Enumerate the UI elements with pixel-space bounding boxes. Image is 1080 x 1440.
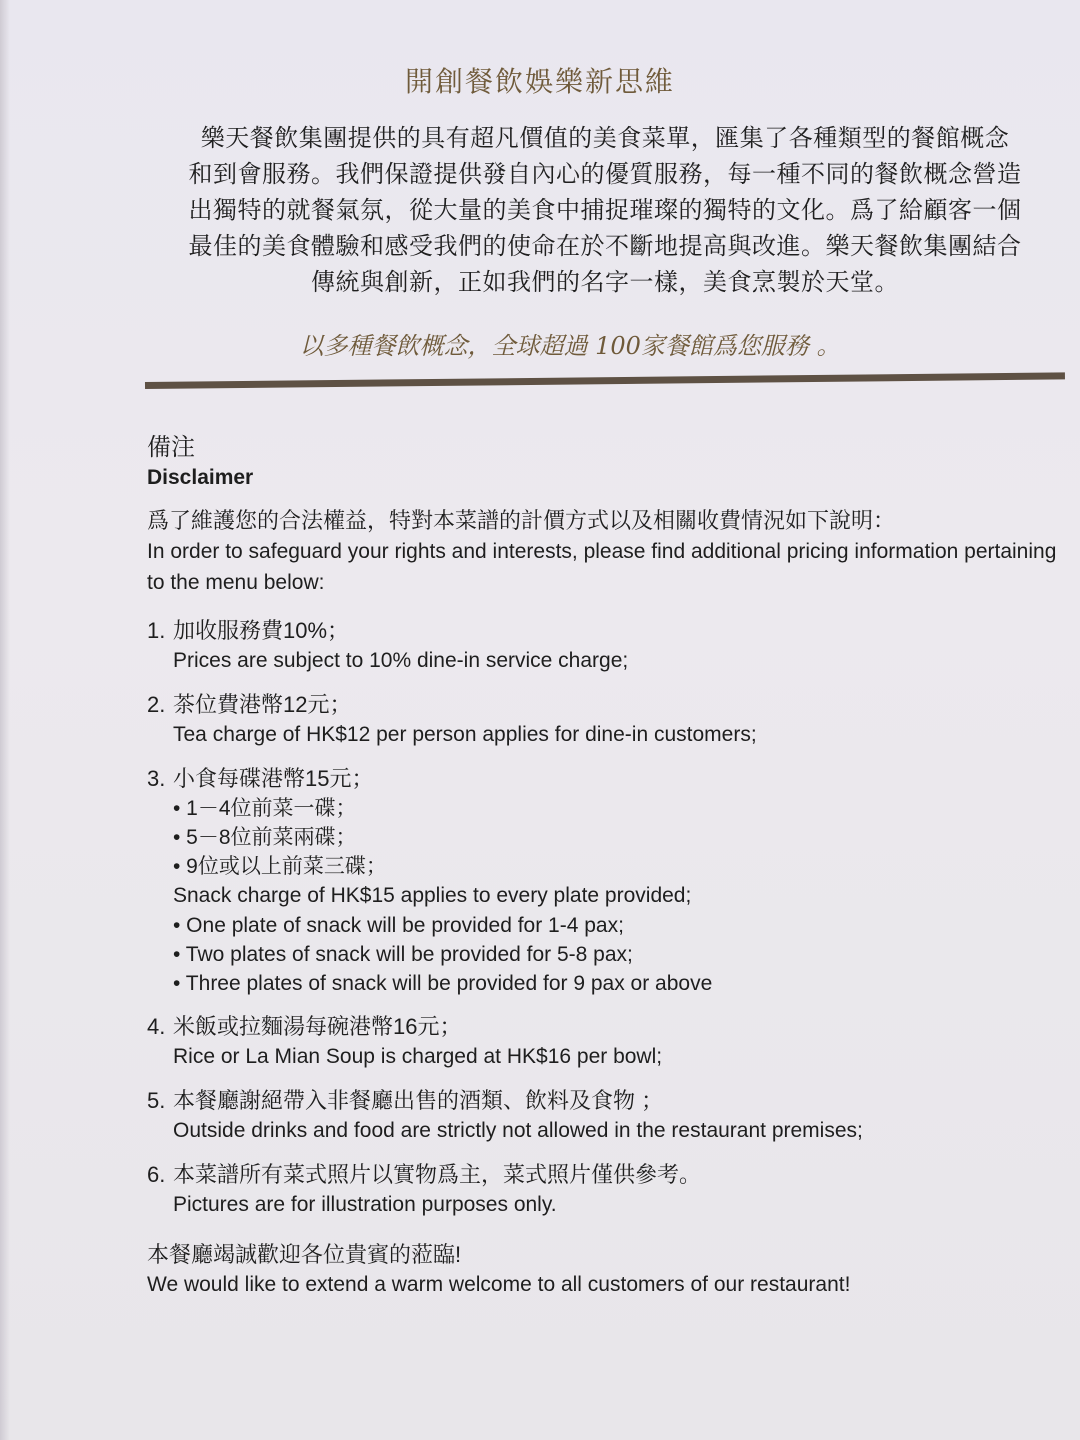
disclaimer-title-zh: 備注 <box>147 434 195 461</box>
paper-shadow-edge <box>0 0 10 1440</box>
item-text-zh: 米飯或拉麵湯每碗港幣16元； <box>173 1014 462 1039</box>
intro-line: 和到會服務。我們保證提供發自內心的優質服務，每一種不同的餐飲概念營造 <box>188 160 1022 188</box>
intro-line: 傳統與創新，正如我們的名字一樣，美食烹製於天堂。 <box>311 268 899 296</box>
item-text-zh: 本餐廳謝絕帶入非餐廳出售的酒類、飲料及食物 ； <box>173 1088 664 1113</box>
disclaimer-item <box>147 1012 1057 1072</box>
item-number: 5. <box>147 1088 166 1113</box>
closing-text-en: We would like to extend a warm welcome to all customers of our restaurant! <box>147 1273 851 1296</box>
bullet-en: • Two plates of snack will be provided for 5-8 pax; <box>173 943 633 966</box>
disclaimer-item <box>147 690 1057 750</box>
disclaimer-section <box>147 432 1057 1300</box>
item-text-en: Snack charge of HK$15 applies to every plate provided; <box>173 884 692 907</box>
disclaimer-item <box>147 1086 1057 1146</box>
divider-rule <box>145 372 1065 389</box>
item-number: 3. <box>147 766 166 791</box>
item-text-en: Tea charge of HK$12 per person applies for dine-in customers; <box>173 723 757 746</box>
intro-line: 最佳的美食體驗和感受我們的使命在於不斷地提高與改進。樂天餐飲集團結合 <box>188 232 1022 260</box>
bullet-zh: • 1－4位前菜一碟； <box>173 797 357 820</box>
item-text-zh: 本菜譜所有菜式照片以實物爲主，菜式照片僅供參考。 <box>173 1162 702 1187</box>
intro-line: 樂天餐飲集團提供的具有超凡價值的美食菜單，匯集了各種類型的餐館概念 <box>200 124 1010 152</box>
intro-paragraph <box>165 120 1045 300</box>
item-text-en: Rice or La Mian Soup is charged at HK$16 per bowl; <box>173 1045 663 1068</box>
intro-line: 出獨特的就餐氣氛，從大量的美食中捕捉璀璨的獨特的文化。爲了給顧客一個 <box>188 196 1022 224</box>
item-number: 4. <box>147 1014 166 1039</box>
closing-text-zh: 本餐廳竭誠歡迎各位貴賓的蒞臨! <box>147 1242 462 1267</box>
bullet-zh: • 5－8位前菜兩碟； <box>173 826 357 849</box>
bullet-en: • One plate of snack will be provided for 1-4 pax; <box>173 914 624 937</box>
item-text-en: Pictures are for illustration purposes only. <box>173 1193 557 1216</box>
item-text-en: Outside drinks and food are strictly not allowed in the restaurant premises; <box>173 1119 863 1142</box>
item-number: 1. <box>147 618 166 643</box>
section-heading: 開創餐飲娛樂新思維 <box>404 65 675 98</box>
disclaimer-item <box>147 1160 1057 1220</box>
item-text-en: Prices are subject to 10% dine-in service charge; <box>173 649 629 672</box>
disclaimer-title-en: Disclaimer <box>147 466 254 489</box>
item-number: 2. <box>147 692 166 717</box>
disclaimer-intro-zh: 爲了維護您的合法權益，特對本菜譜的計價方式以及相關收費情況如下說明： <box>147 508 896 533</box>
disclaimer-item <box>147 764 1057 998</box>
disclaimer-intro-en: In order to safeguard your rights and interests, please find additional pricing information pertaining to the menu below: <box>147 540 1057 594</box>
item-number: 6. <box>147 1162 166 1187</box>
bullet-zh: • 9位或以上前菜三碟； <box>173 855 387 878</box>
item-text-zh: 小食每碟港幣15元； <box>173 766 374 791</box>
disclaimer-item <box>147 616 1057 676</box>
tagline: 以多種餐飲概念，全球超過 100家餐館爲您服務 。 <box>299 332 841 360</box>
bullet-en: • Three plates of snack will be provided for 9 pax or above <box>173 972 713 995</box>
item-text-zh: 加收服務費10%； <box>173 618 350 643</box>
item-text-zh: 茶位費港幣12元； <box>173 692 352 717</box>
